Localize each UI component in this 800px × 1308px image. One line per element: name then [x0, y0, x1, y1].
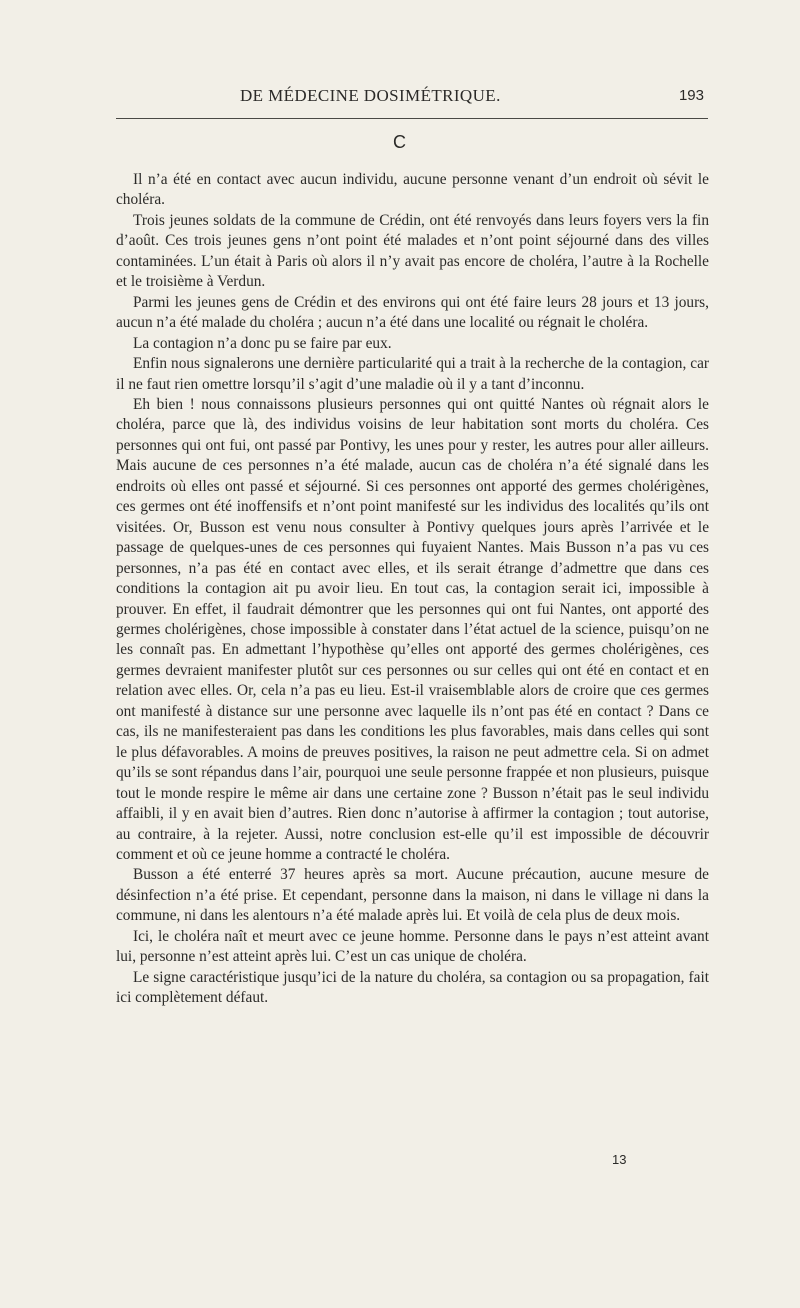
- paragraph-9: Le signe caractéristique jusqu’ici de la nature du choléra, sa contagion ou sa propagation, fait ici complètement défaut.: [116, 968, 709, 1007]
- paragraph-8: Ici, le choléra naît et meurt avec ce jeune homme. Personne dans le pays n’est atteint avant lui, personne n’est atteint après lui. C’est un cas unique de choléra.: [116, 927, 709, 966]
- paragraph-2: Trois jeunes soldats de la commune de Crédin, ont été renvoyés dans leurs foyers vers la fin d’août. Ces trois jeunes gens n’ont point été malades et n’ont point séjourné dans des villes contaminées. L’un était à Paris où alors il n’y avait pas encore de choléra, l’autre à la Rochelle et le troisième à Verdun.: [116, 211, 709, 291]
- page-number: 193: [678, 87, 704, 104]
- paragraph-6: Eh bien ! nous connaissons plusieurs personnes qui ont quitté Nantes où régnait alors le choléra, parce que là, des individus voisins de leur habitation sont morts du choléra. Ces personnes qui ont fui, ont passé par Pontivy, les unes pour y rester, les autres pour aller ailleurs. Mais aucune de ces personnes n’a été malade, aucun cas de choléra n’a été signalé dans les endroits où elles ont passé et séjourné. Si ces personnes ont apporté des germes cholérigènes, ces germes ont été inoffensifs et n’ont point manifesté sur les individus des localités qu’ils ont visitées. Or, Busson est venu nous consulter à Pontivy quelques jours après l’arrivée et le passage de quelques-unes de ces personnes qui fuyaient Nantes. Mais Busson n’a pas vu ces personnes, n’a pas été en contact avec elles, et ils serait étrange d’admettre que dans ces conditions la contagion ait pu avoir lieu. En tout cas, la contagion serait ici, impossible à prouver. En effet, il faudrait démontrer que les personnes qui ont fui Nantes, ont apporté des germes cholérigènes, chose impossible à constater dans l’état actuel de la science, puisqu’on ne les connaît pas. En admettant l’hypothèse qu’elles ont apporté des germes cholérigènes, ces germes devraient manifester plutôt sur ces personnes ou sur celles qui ont été en contact et en relation avec elles. Or, cela n’a pas eu lieu. Est-il vraisemblable alors de croire que ces germes ont manifesté à distance sur une personne avec laquelle ils n’ont pas été en contact ? Dans ce cas, ils ne manifesteraient pas dans les conditions les plus favorables, mais dans celles qui sont le plus défavorables. A moins de preuves positives, la raison ne peut admettre cela. Si on admet qu’ils se sont répandus dans l’air, pourquoi une seule personne frappée et non plusieurs, puisque tout le monde respire le même air dans une certaine zone ? Busson n’était pas le seul individu affaibli, il y en avait bien d’autres. Rien donc n’autorise à affirmer la contagion ; tout autorise, au contraire, à la rejeter. Aussi, notre conclusion est-elle qu’il est impossible de découvrir comment et où ce jeune homme a contracté le choléra.: [116, 395, 709, 863]
- header-rule: [116, 118, 708, 119]
- paragraph-4: La contagion n’a donc pu se faire par eux.: [133, 334, 392, 352]
- paragraph-3: Parmi les jeunes gens de Crédin et des environs qui ont été faire leurs 28 jours et 13 jours, aucun n’a été malade du choléra ; aucun n’a été dans une localité ou régnait le choléra.: [116, 293, 709, 332]
- section-mark: C: [393, 132, 406, 152]
- paragraph-1: Il n’a été en contact avec aucun individu, aucune personne venant d’un endroit où sévit le choléra.: [116, 171, 709, 209]
- body-text: [116, 170, 709, 1009]
- signature-mark: 13: [612, 1152, 627, 1167]
- running-title: DE MÉDECINE DOSIMÉTRIQUE.: [240, 86, 501, 105]
- paragraph-7: Busson a été enterré 37 heures après sa mort. Aucune précaution, aucune mesure de désinfection n’a été prise. Et cependant, personne dans la maison, ni dans le village ni dans la commune, ni dans les alentours n’a été malade après lui. Et voilà de cela plus de deux mois.: [116, 866, 709, 925]
- paragraph-5: Enfin nous signalerons une dernière particularité qui a trait à la recherche de la contagion, car il ne faut rien omettre lorsqu’il s’agit d’une maladie où il y a tant d’inconnu.: [116, 355, 709, 393]
